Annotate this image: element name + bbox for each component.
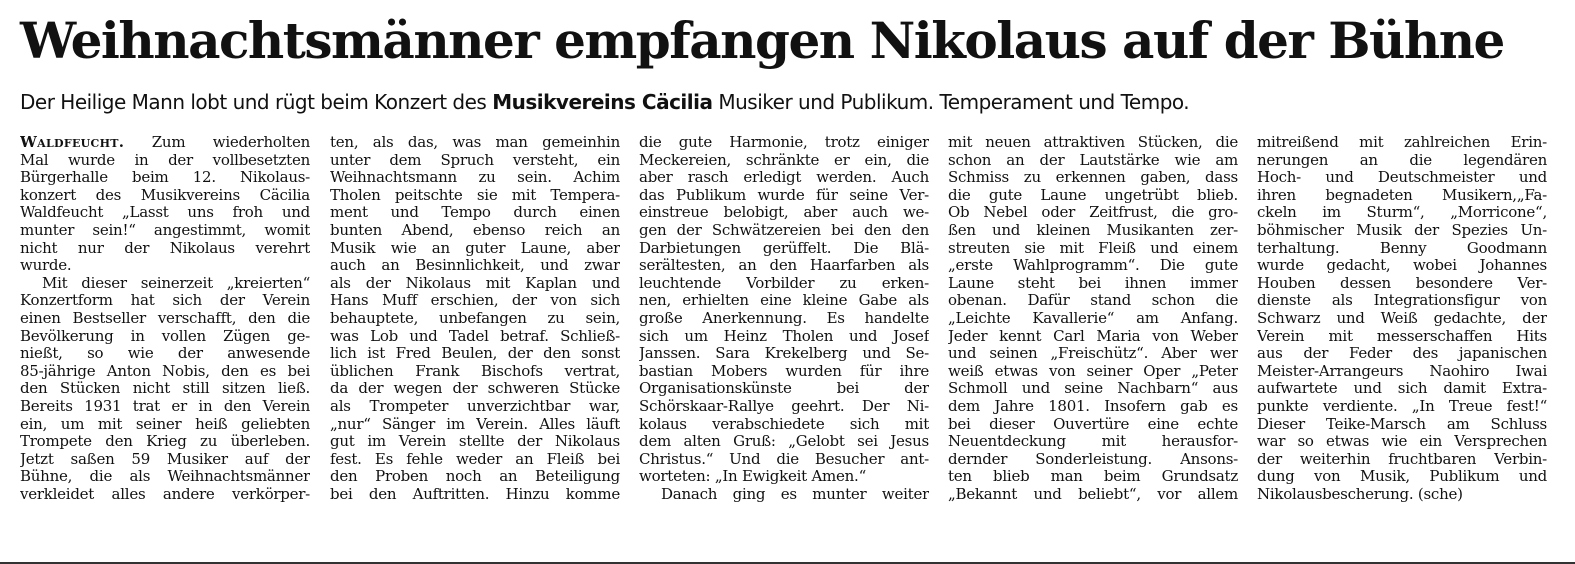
column-text-line: auch an Besinnlichkeit, und zwar: [330, 256, 620, 275]
column-text-line: dung von Musik, Publikum und: [1257, 467, 1547, 486]
column-text-line: Darbietungen gerüffelt. Die Blä-: [639, 238, 929, 257]
column-text-line: Bühne, die als Weihnachtsmänner: [20, 467, 310, 486]
column-text-line: Dieser Teike-Marsch am Schluss: [1257, 414, 1547, 433]
column-text-line: Hans Muff erschien, der von sich: [330, 291, 620, 310]
column-text-line: munter sein!“ angestimmt, womit: [20, 220, 310, 239]
column-text-line: Ob Nebel oder Zeitfrust, die gro-: [948, 203, 1238, 222]
column-text-line: Schörskaar-Rallye geehrt. Der Ni-: [639, 396, 929, 415]
column-text-line: Musik wie an guter Laune, aber: [330, 238, 620, 257]
article-headline: Weihnachtsmänner empfangen Nikolaus auf der Bühne: [20, 11, 1504, 70]
column-text-line: Nikolausbescherung. (sche): [1257, 484, 1463, 503]
column-text-line: mitreißend mit zahlreichen Erin-: [1257, 134, 1547, 151]
column-text-line: unter dem Spruch versteht, ein: [330, 150, 620, 169]
column-text-line: Schmiss zu erkennen gaben, dass: [948, 168, 1238, 187]
article-column-5: [1257, 134, 1547, 564]
column-text-line: gen der Schwätzereien bei den den: [639, 220, 929, 239]
column-text-line: Waldfeucht „Lasst uns froh und: [20, 203, 310, 222]
column-text-line: die gute Harmonie, trotz einiger: [639, 134, 929, 151]
column-text-line: „Leichte Kavallerie“ am Anfang.: [948, 308, 1238, 327]
column-text-line: schon an der Lautstärke wie am: [948, 150, 1238, 169]
column-text-line: worteten: „In Ewigkeit Amen.“: [639, 467, 866, 486]
column-text-line: lich ist Fred Beulen, der den sonst: [330, 344, 620, 363]
column-text-line: Schmoll und seine Nachbarn“ aus: [948, 379, 1238, 398]
column-text-line: aus der Feder des japanischen: [1257, 344, 1547, 363]
column-text-line: Jeder kennt Carl Maria von Weber: [948, 326, 1238, 345]
article-column-1: [20, 134, 310, 564]
dateline-continuation: Zum wiederholten: [124, 134, 310, 151]
column-text-line: verkleidet alles andere verkörper-: [20, 484, 310, 503]
column-text-line: serältesten, an den Haarfarben als: [639, 256, 929, 275]
column-text-line: mit neuen attraktiven Stücken, die: [948, 134, 1238, 151]
column-text-line: streuten sie mit Fleiß und einem: [948, 238, 1238, 257]
column-text-line: Trompete den Krieg zu überleben.: [20, 432, 310, 451]
column-text-line: Verein mit messerschaffen Hits: [1257, 326, 1547, 345]
column-text-line: „Bekannt und beliebt“, vor allem: [948, 484, 1238, 503]
column-text-line: Bevölkerung in vollen Zügen ge-: [20, 326, 310, 345]
column-text-line: Janssen. Sara Krekelberg und Se-: [639, 344, 929, 363]
column-text-line: wurde gedacht, wobei Johannes: [1257, 256, 1547, 275]
column-text-line: ment und Tempo durch einen: [330, 203, 620, 222]
column-text-line: ßen und kleinen Musikanten zer-: [948, 220, 1238, 239]
column-text-line: obenan. Dafür stand schon die: [948, 291, 1238, 310]
column-text-line: das Publikum wurde für seine Ver-: [639, 185, 929, 204]
column-text-line: die gute Laune ungetrübt blieb.: [948, 185, 1238, 204]
column-text-line: kolaus verabschiedete sich mit: [639, 414, 929, 433]
column-text-line: konzert des Musikvereins Cäcilia: [20, 185, 310, 204]
column-text-line: Mal wurde in der vollbesetzten: [20, 150, 310, 169]
column-text-line: gut im Verein stellte der Nikolaus: [330, 432, 620, 451]
column-text-line: Weihnachtsmann zu sein. Achim: [330, 168, 620, 187]
article-column-3: [639, 134, 929, 564]
column-text-line: nicht nur der Nikolaus verehrt: [20, 238, 310, 257]
column-text-line: Christus.“ Und die Besucher ant-: [639, 449, 929, 468]
column-text-line: war so etwas wie ein Versprechen: [1257, 432, 1547, 451]
column-text-line: terhaltung. Benny Goodmann: [1257, 238, 1547, 257]
column-text-line: ein, um mit seiner heiß geliebten: [20, 414, 310, 433]
column-text-line: Bürgerhalle beim 12. Nikolaus-: [20, 168, 310, 187]
column-text-line: dienste als Integrationsfigur von: [1257, 291, 1547, 310]
column-text-line: da der wegen der schweren Stücke: [330, 379, 620, 398]
column-text-line: ihren begnadeten Musikern,„Fa-: [1257, 185, 1547, 204]
column-text-line: nen, erhielten eine kleine Gabe als: [639, 291, 929, 310]
column-text-line: der weiterhin fruchtbaren Verbin-: [1257, 449, 1547, 468]
column-text-line: „nur“ Sänger im Verein. Alles läuft: [330, 414, 620, 433]
column-text-line: den Stücken nicht still sitzen ließ.: [20, 379, 310, 398]
column-text-line: behauptete, unbefangen zu sein,: [330, 308, 620, 327]
column-text-line: Meister-Arrangeurs Naohiro Iwai: [1257, 361, 1547, 380]
column-text-line: Meckereien, schränkte er ein, die: [639, 150, 929, 169]
subline-text-start: Der Heilige Mann lobt und rügt beim Konzert des: [20, 90, 493, 114]
column-text-line: einstreue belobigt, aber auch we-: [639, 203, 929, 222]
column-text-line: 85-jährige Anton Nobis, den es bei: [20, 361, 310, 380]
dateline: Waldfeucht.: [20, 134, 125, 151]
column-text-line: Tholen peitschte sie mit Tempera-: [330, 185, 620, 204]
column-text-line: aufwartete und sich damit Extra-: [1257, 379, 1547, 398]
subline-text-end: Musiker und Publikum. Temperament und Tempo.: [712, 90, 1190, 114]
column-text-line: als Trompeter unverzichtbar war,: [330, 396, 620, 415]
column-text-line: bei den Auftritten. Hinzu komme: [330, 484, 620, 503]
column-text-line: nießt, so wie der anwesende: [20, 344, 310, 363]
column-text-line: ten, als das, was man gemeinhin: [330, 134, 620, 151]
column-text-line: [20, 134, 310, 152]
column-text-line: den Proben noch an Beteiligung: [330, 467, 620, 486]
article-column-4: [948, 134, 1238, 564]
column-text-line: Mit dieser seinerzeit „kreierten“: [42, 273, 310, 292]
column-text-line: Neuentdeckung mit herausfor-: [948, 432, 1238, 451]
column-text-line: große Anerkennung. Es handelte: [639, 308, 929, 327]
column-text-line: wurde.: [20, 256, 72, 275]
column-text-line: Jetzt saßen 59 Musiker auf der: [20, 449, 310, 468]
column-text-line: weiß etwas von seiner Oper „Peter: [948, 361, 1238, 380]
column-text-line: punkte verdiente. „In Treue fest!“: [1257, 396, 1547, 415]
column-text-line: als der Nikolaus mit Kaplan und: [330, 273, 620, 292]
column-text-line: „erste Wahlprogramm“. Die gute: [948, 256, 1238, 275]
column-text-line: ckeln im Sturm“, „Morricone“,: [1257, 203, 1547, 222]
column-text-line: Laune steht bei ihnen immer: [948, 273, 1238, 292]
column-text-line: Organisationskünste bei der: [639, 379, 929, 398]
column-text-line: und seinen „Freischütz“. Aber wer: [948, 344, 1238, 363]
article-subline: [20, 87, 1565, 117]
column-text-line: Hoch- und Deutschmeister und: [1257, 168, 1547, 187]
column-text-line: Konzertform hat sich der Verein: [20, 291, 310, 310]
subline-bold-name: Musikvereins Cäcilia: [492, 90, 713, 114]
column-text-line: Bereits 1931 trat er in den Verein: [20, 396, 310, 415]
column-text-line: ten blieb man beim Grundsatz: [948, 467, 1238, 486]
column-text-line: fest. Es fehle weder an Fleiß bei: [330, 449, 620, 468]
column-text-line: leuchtende Vorbilder zu erken-: [639, 273, 929, 292]
article-column-2: [330, 134, 620, 564]
column-text-line: üblichen Frank Bischofs vertrat,: [330, 361, 620, 380]
column-text-line: dernder Sonderleistung. Ansons-: [948, 449, 1238, 468]
column-text-line: dem alten Gruß: „Gelobt sei Jesus: [639, 432, 929, 451]
column-text-line: Schwarz und Weiß gedachte, der: [1257, 308, 1547, 327]
column-text-line: Danach ging es munter weiter: [661, 484, 929, 503]
column-text-line: bastian Mobers wurden für ihre: [639, 361, 929, 380]
column-text-line: bei dieser Ouvertüre eine echte: [948, 414, 1238, 433]
column-text-line: Houben dessen besondere Ver-: [1257, 273, 1547, 292]
column-text-line: einen Bestseller verschafft, den die: [20, 308, 310, 327]
column-text-line: bunten Abend, ebenso reich an: [330, 220, 620, 239]
column-text-line: böhmischer Musik der Spezies Un-: [1257, 220, 1547, 239]
column-text-line: nerungen an die legendären: [1257, 150, 1547, 169]
column-text-line: dem Jahre 1801. Insofern gab es: [948, 396, 1238, 415]
column-text-line: aber rasch erledigt werden. Auch: [639, 168, 929, 187]
column-text-line: was Lob und Tadel betraf. Schließ-: [330, 326, 620, 345]
column-text-line: sich um Heinz Tholen und Josef: [639, 326, 929, 345]
